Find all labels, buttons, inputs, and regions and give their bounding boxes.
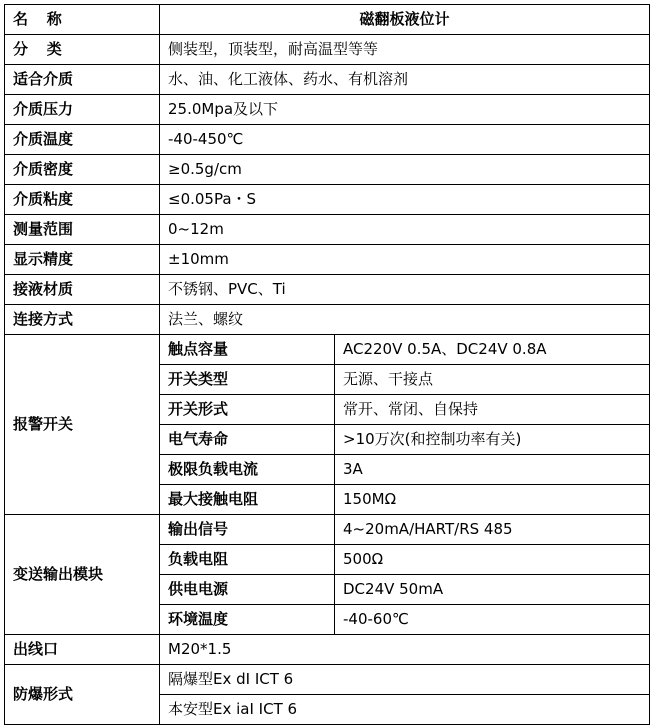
row-value: 本安型Ex iaI ICT 6 <box>160 695 650 725</box>
row-value: ≤0.05Pa・S <box>160 185 650 215</box>
row-label: 连接方式 <box>5 305 160 335</box>
row-label: 开关类型 <box>160 365 335 395</box>
row-value: DC24V 50mA <box>335 575 650 605</box>
row-value: 不锈钢、PVC、Ti <box>160 275 650 305</box>
row-value: M20*1.5 <box>160 635 650 665</box>
table-row <box>5 155 650 185</box>
row-value: 0~12m <box>160 215 650 245</box>
row-label: 接液材质 <box>5 275 160 305</box>
row-value: 常开、常闭、自保持 <box>335 395 650 425</box>
table-row <box>5 305 650 335</box>
row-label: 测量范围 <box>5 215 160 245</box>
row-value: 无源、干接点 <box>335 365 650 395</box>
row-value: 3A <box>335 455 650 485</box>
row-label: 极限负载电流 <box>160 455 335 485</box>
row-label: 介质粘度 <box>5 185 160 215</box>
table-row <box>5 215 650 245</box>
table-row <box>5 35 650 65</box>
row-value: 侧装型，顶装型，耐高温型等等 <box>160 35 650 65</box>
row-value: -40-450℃ <box>160 125 650 155</box>
table-row <box>5 185 650 215</box>
row-value: 4~20mA/HART/RS 485 <box>335 515 650 545</box>
row-value: >10万次(和控制功率有关) <box>335 425 650 455</box>
row-label: 输出信号 <box>160 515 335 545</box>
table-row <box>5 125 650 155</box>
row-label: 分 类 <box>5 35 160 65</box>
table-row <box>5 5 650 35</box>
table-row <box>5 665 650 695</box>
table-row <box>5 335 650 365</box>
row-label: 出线口 <box>5 635 160 665</box>
row-value: 25.0Mpa及以下 <box>160 95 650 125</box>
group-label-alarm-switch: 报警开关 <box>5 335 160 515</box>
row-label: 负载电阻 <box>160 545 335 575</box>
row-value: AC220V 0.5A、DC24V 0.8A <box>335 335 650 365</box>
row-label: 名 称 <box>5 5 160 35</box>
row-label: 开关形式 <box>160 395 335 425</box>
row-label: 环境温度 <box>160 605 335 635</box>
row-value: ±10mm <box>160 245 650 275</box>
table-row <box>5 635 650 665</box>
row-label: 显示精度 <box>5 245 160 275</box>
row-value: 法兰、螺纹 <box>160 305 650 335</box>
row-value: ≥0.5g/cm <box>160 155 650 185</box>
row-value: 水、油、化工液体、药水、有机溶剂 <box>160 65 650 95</box>
specification-table <box>4 4 650 725</box>
row-label: 最大接触电阻 <box>160 485 335 515</box>
row-value: 150MΩ <box>335 485 650 515</box>
group-label-transmitter-module: 变送输出模块 <box>5 515 160 635</box>
row-value: 500Ω <box>335 545 650 575</box>
row-value: 磁翻板液位计 <box>160 5 650 35</box>
row-label: 电气寿命 <box>160 425 335 455</box>
row-label: 触点容量 <box>160 335 335 365</box>
row-label: 介质密度 <box>5 155 160 185</box>
row-label: 介质压力 <box>5 95 160 125</box>
table-row <box>5 245 650 275</box>
table-row <box>5 515 650 545</box>
table-row <box>5 275 650 305</box>
row-label: 供电电源 <box>160 575 335 605</box>
table-row <box>5 95 650 125</box>
row-label: 适合介质 <box>5 65 160 95</box>
row-value: -40-60℃ <box>335 605 650 635</box>
table-row <box>5 65 650 95</box>
row-value: 隔爆型Ex dI ICT 6 <box>160 665 650 695</box>
group-label-explosion-proof: 防爆形式 <box>5 665 160 725</box>
row-label: 介质温度 <box>5 125 160 155</box>
